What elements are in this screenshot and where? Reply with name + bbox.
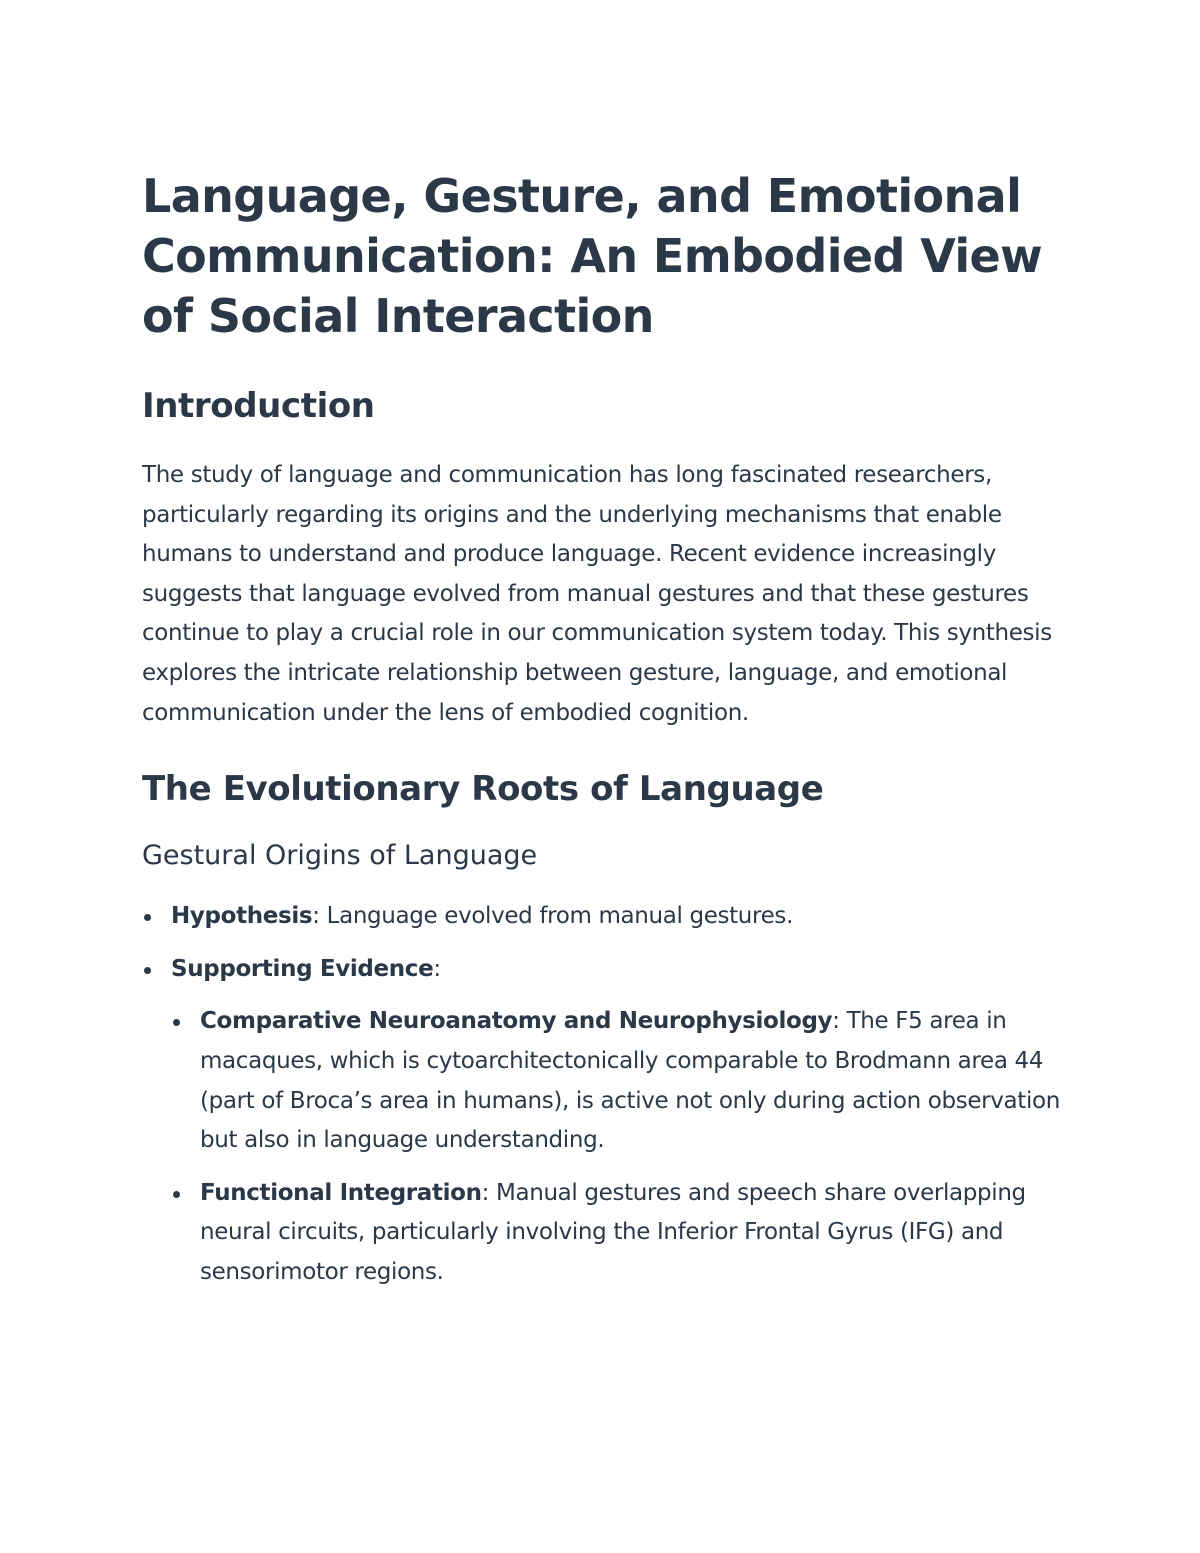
list-item-comparative-neuroanatomy — [171, 1002, 1062, 1160]
list-item-text: : The F5 area in macaques, which is cytoarchitectonically comparable to Brodmann area 44 (part of Broca’s area in humans), is active not only during action observation but also in language understanding. — [200, 1008, 1060, 1154]
list-item-term: Functional Integration — [200, 1179, 482, 1206]
bullet-icon — [173, 1019, 180, 1026]
list-item-functional-integration — [171, 1174, 1062, 1293]
list-item-supporting-evidence — [142, 950, 1062, 1293]
nested-bullet-list — [171, 1002, 1062, 1292]
section-heading-evolutionary-roots: The Evolutionary Roots of Language — [142, 769, 824, 810]
list-item-term: Comparative Neuroanatomy and Neurophysiology — [200, 1008, 833, 1035]
list-item-term: Supporting Evidence — [171, 955, 434, 982]
introduction-paragraph: The study of language and communication has long fascinated researchers, particularly regarding its origins and the underlying mechanisms that enable humans to understand and produce language. Recent evidence increasingly suggests that language evolved from manual gestures and that these gestures continue to play a crucial role in our communication system today. This synthesis explores the intricate relationship between gesture, language, and emotional communication under the lens of embodied cognition. — [142, 462, 1052, 726]
subsection-heading-gestural-origins: Gestural Origins of Language — [142, 840, 538, 872]
list-item-text: : — [433, 955, 441, 982]
bullet-icon — [144, 967, 151, 974]
list-item-hypothesis — [142, 897, 1062, 937]
bullet-list — [142, 897, 1062, 1292]
document-page — [142, 166, 1062, 1306]
section-heading-introduction: Introduction — [142, 386, 375, 426]
list-item-text: : Manual gestures and speech share overlapping neural circuits, particularly involving the Inferior Frontal Gyrus (IFG) and sensorimotor regions. — [200, 1179, 1026, 1285]
bullet-icon — [144, 914, 151, 921]
bullet-icon — [173, 1191, 180, 1198]
document-title: Language, Gesture, and Emotional Communication: An Embodied View of Social Interaction — [142, 169, 1043, 343]
list-item-text: : Language evolved from manual gestures. — [312, 903, 794, 930]
list-item-term: Hypothesis — [171, 903, 313, 930]
